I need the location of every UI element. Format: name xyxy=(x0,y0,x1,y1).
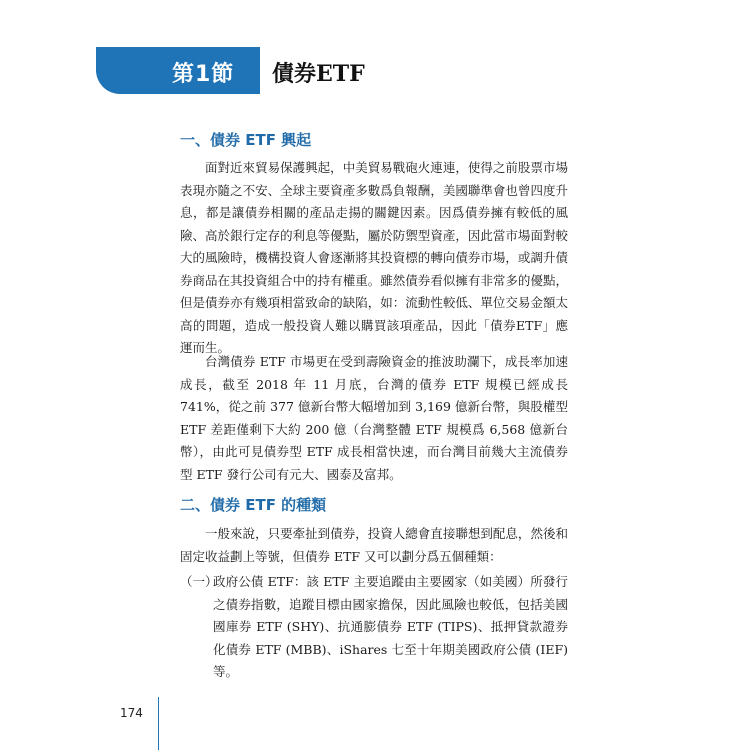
section-heading-1: 一、債券 ETF 興起 xyxy=(180,131,312,149)
chapter-number: 第1節 xyxy=(172,62,235,87)
paragraph-1: 面對近來貿易保護興起，中美貿易戰砲火連連，使得之前股票市場表現亦隨之不安、全球主要資產多數爲負報酬，美國聯準會也曾四度升息，都是讓債券相關的產品走揚的關鍵因素。因爲債券擁有較低的風險、高於銀行定存的利息等優點，屬於防禦型資產，因此當市場面對較大的風險時，機構投資人會逐漸將其投資標的轉向債券市場，或調升債券商品在其投資組合中的持有權重。雖然債券看似擁有非常多的優點，但是債券亦有幾項相當致命的缺陷，如：流動性較低、單位交易金額太高的問題，造成一般投資人難以購買該項產品，因此「債券ETF」應運而生。 xyxy=(180,160,568,355)
paragraph-2: 台灣債券 ETF 市場更在受到壽險資金的推波助瀾下，成長率加速成長，截至 2018 年 11 月底，台灣的債券 ETF 規模已經成長 741%，從之前 377 億新台幣大幅增加到 3,169 億新台幣，與股權型 ETF 差距僅剩下大約 200 億（台灣整體 ETF 規模爲 6,568 億新台幣），由此可見債券型 ETF 成長相當快速，而台灣目前幾大主流債券型 ETF 發行公司有元大、國泰及富邦。 xyxy=(180,354,568,482)
list-item-1 xyxy=(180,571,568,684)
list-item-text: 政府公債 ETF：該 ETF 主要追蹤由主要國家（如美國）所發行之債券指數，追蹤目標由國家擔保，因此風險也較低，包括美國國庫券 ETF (SHY)、抗通膨債券 ETF (TIPS)、抵押貸款證券化債券 ETF (MBB)、iShares 七至十年期美國政府公債 (IEF)等。 xyxy=(213,574,568,679)
paragraph-3: 一般來說，只要牽扯到債券，投資人總會直接聯想到配息，然後和固定收益劃上等號，但債券 ETF 又可以劃分爲五個種類： xyxy=(180,526,568,564)
list-marker: （一） xyxy=(180,574,218,589)
section-heading-2: 二、債券 ETF 的種類 xyxy=(180,496,327,514)
chapter-title: 債券ETF xyxy=(272,61,365,87)
page-number: 174 xyxy=(120,706,143,720)
footer-rule xyxy=(158,697,159,750)
